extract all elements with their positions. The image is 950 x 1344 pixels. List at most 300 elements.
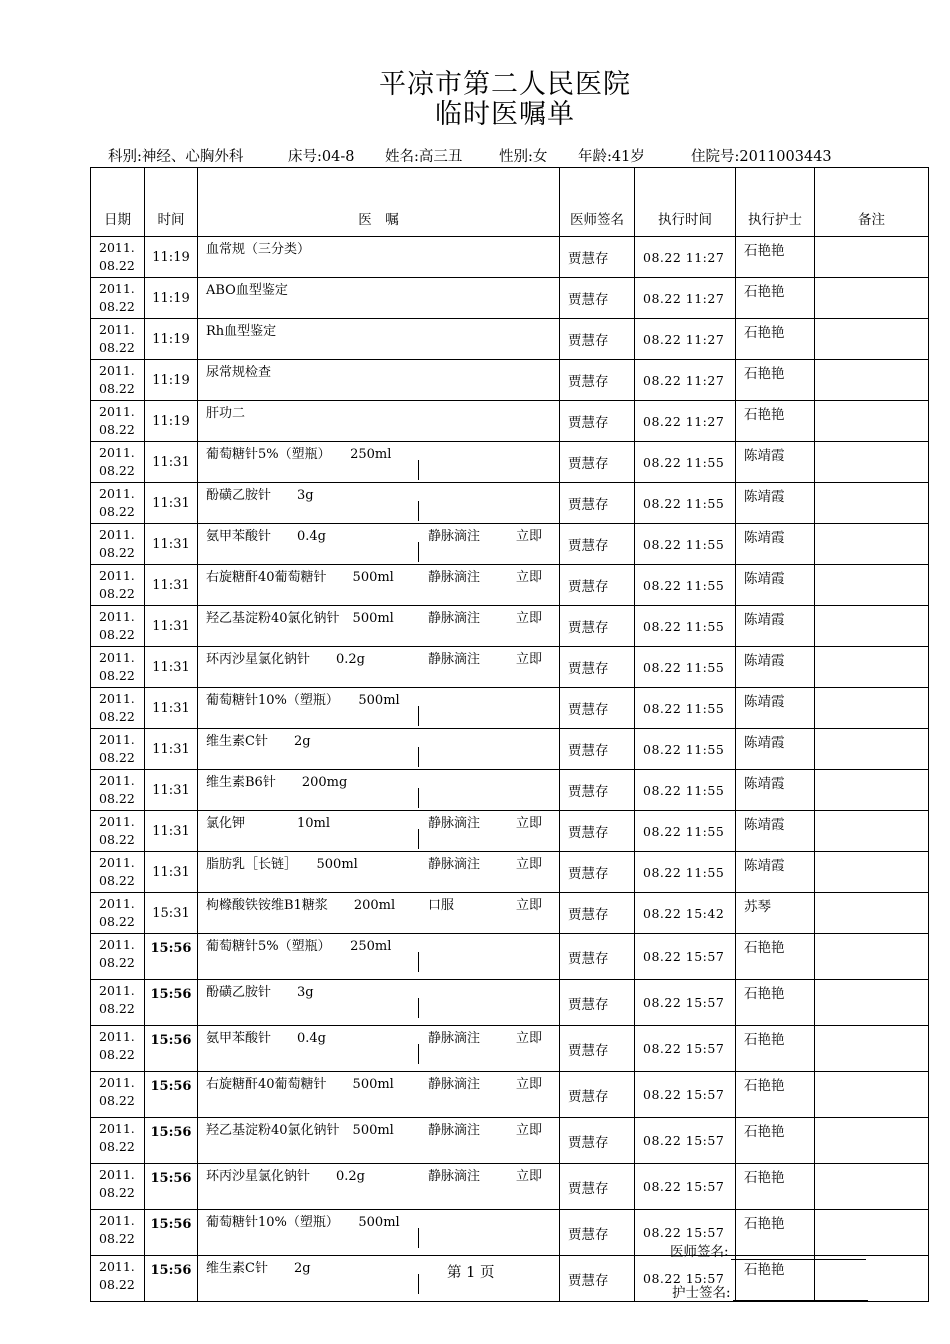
row-order xyxy=(198,237,560,278)
row-doctor: 贾慧存 xyxy=(560,893,635,934)
row-order-text: 枸橼酸铁铵维B1糖浆 200ml xyxy=(206,898,396,913)
header-doctor: 医师签名 xyxy=(560,168,635,237)
row-route: 静脉滴注 xyxy=(428,529,481,544)
row-exec-time: 08.22 11:27 xyxy=(635,401,736,442)
header-time: 时间 xyxy=(145,168,198,237)
row-nurse: 石艳艳 xyxy=(736,360,815,401)
row-date xyxy=(91,852,145,893)
row-time: 11:31 xyxy=(145,483,198,524)
row-order xyxy=(198,401,560,442)
row-nurse: 陈靖霞 xyxy=(736,483,815,524)
row-order-text: 维生素B6针 200mg xyxy=(206,775,348,790)
patient-bed: 床号:04-8 xyxy=(288,149,355,165)
table-row xyxy=(91,852,929,893)
row-date xyxy=(91,647,145,688)
row-exec-time: 08.22 11:27 xyxy=(635,360,736,401)
row-date-year: 2011. xyxy=(99,281,135,296)
row-date-year: 2011. xyxy=(99,527,135,542)
row-order xyxy=(198,934,560,980)
orders-table xyxy=(90,167,929,1302)
row-order-text: 酚磺乙胺针 3g xyxy=(206,488,314,503)
row-note xyxy=(815,360,929,401)
row-nurse: 石艳艳 xyxy=(736,1026,815,1072)
row-exec-time: 08.22 11:27 xyxy=(635,237,736,278)
row-nurse: 陈靖霞 xyxy=(736,565,815,606)
row-date xyxy=(91,401,145,442)
header-exec-time: 执行时间 xyxy=(635,168,736,237)
row-date-year: 2011. xyxy=(99,1029,135,1044)
row-note xyxy=(815,606,929,647)
row-exec-time: 08.22 15:57 xyxy=(635,1210,736,1256)
group-divider xyxy=(418,460,419,480)
row-doctor: 贾慧存 xyxy=(560,1164,635,1210)
row-time: 11:31 xyxy=(145,729,198,770)
row-date-day: 08.22 xyxy=(99,258,135,273)
row-order-text: 维生素C针 2g xyxy=(206,734,311,749)
row-order xyxy=(198,1072,560,1118)
row-date-year: 2011. xyxy=(99,322,135,337)
row-note xyxy=(815,688,929,729)
row-order xyxy=(198,688,560,729)
row-date-day: 08.22 xyxy=(99,873,135,888)
row-nurse: 陈靖霞 xyxy=(736,770,815,811)
row-frequency: 立即 xyxy=(516,1123,543,1138)
row-note xyxy=(815,811,929,852)
row-time: 11:19 xyxy=(145,278,198,319)
row-note xyxy=(815,565,929,606)
row-nurse: 石艳艳 xyxy=(736,980,815,1026)
row-frequency: 立即 xyxy=(516,898,543,913)
patient-sex: 性别:女 xyxy=(499,149,548,165)
row-exec-time: 08.22 11:55 xyxy=(635,524,736,565)
row-date-year: 2011. xyxy=(99,486,135,501)
page-number: 第 1 页 xyxy=(447,1265,495,1281)
table-row xyxy=(91,401,929,442)
row-order-text: 维生素C针 2g xyxy=(206,1261,311,1276)
row-order xyxy=(198,893,560,934)
row-date-year: 2011. xyxy=(99,445,135,460)
table-row xyxy=(91,237,929,278)
row-doctor: 贾慧存 xyxy=(560,606,635,647)
table-row xyxy=(91,524,929,565)
row-note xyxy=(815,893,929,934)
row-nurse: 陈靖霞 xyxy=(736,688,815,729)
row-date-day: 08.22 xyxy=(99,545,135,560)
doctor-signature-label: 医师签名: xyxy=(670,1244,729,1260)
group-divider xyxy=(418,829,419,849)
row-order-text: 环丙沙星氯化钠针 0.2g xyxy=(206,1169,365,1184)
table-row xyxy=(91,980,929,1026)
row-nurse: 石艳艳 xyxy=(736,1256,815,1302)
row-order xyxy=(198,647,560,688)
row-date-day: 08.22 xyxy=(99,299,135,314)
doctor-signature xyxy=(670,1240,866,1260)
row-doctor: 贾慧存 xyxy=(560,980,635,1026)
row-date xyxy=(91,1118,145,1164)
patient-name: 姓名:高三丑 xyxy=(385,149,463,165)
row-date xyxy=(91,1072,145,1118)
row-route: 口服 xyxy=(428,898,455,913)
row-date xyxy=(91,237,145,278)
row-date-day: 08.22 xyxy=(99,1277,135,1292)
row-route: 静脉滴注 xyxy=(428,1031,481,1046)
row-route: 静脉滴注 xyxy=(428,611,481,626)
row-date xyxy=(91,1210,145,1256)
row-date-year: 2011. xyxy=(99,691,135,706)
document-title: 临时医嘱单 xyxy=(435,99,575,130)
row-route: 静脉滴注 xyxy=(428,1169,481,1184)
row-order xyxy=(198,524,560,565)
row-order-text: ABO血型鉴定 xyxy=(206,283,288,298)
row-nurse: 石艳艳 xyxy=(736,1210,815,1256)
group-divider xyxy=(418,542,419,562)
row-exec-time: 08.22 11:55 xyxy=(635,852,736,893)
row-time: 15:56 xyxy=(145,1256,198,1302)
row-exec-time: 08.22 11:55 xyxy=(635,483,736,524)
row-time: 11:31 xyxy=(145,852,198,893)
group-divider xyxy=(418,1274,419,1294)
row-doctor: 贾慧存 xyxy=(560,401,635,442)
row-time: 15:56 xyxy=(145,980,198,1026)
row-frequency: 立即 xyxy=(516,857,543,872)
row-order xyxy=(198,1164,560,1210)
row-nurse: 陈靖霞 xyxy=(736,852,815,893)
row-date-year: 2011. xyxy=(99,1075,135,1090)
row-date-day: 08.22 xyxy=(99,832,135,847)
row-exec-time: 08.22 15:57 xyxy=(635,1072,736,1118)
patient-age: 年龄:41岁 xyxy=(578,149,645,165)
row-date-year: 2011. xyxy=(99,609,135,624)
row-exec-time: 08.22 11:55 xyxy=(635,606,736,647)
row-date xyxy=(91,278,145,319)
group-divider xyxy=(418,952,419,972)
row-order-text: 葡萄糖针10%（塑瓶） 500ml xyxy=(206,693,400,708)
row-order xyxy=(198,565,560,606)
table-row xyxy=(91,1026,929,1072)
row-doctor: 贾慧存 xyxy=(560,1072,635,1118)
row-date-year: 2011. xyxy=(99,404,135,419)
row-date xyxy=(91,688,145,729)
row-frequency: 立即 xyxy=(516,816,543,831)
row-time: 11:31 xyxy=(145,442,198,483)
row-note xyxy=(815,770,929,811)
row-order-text: 羟乙基淀粉40氯化钠针 500ml xyxy=(206,1123,394,1138)
row-doctor: 贾慧存 xyxy=(560,1026,635,1072)
row-exec-time: 08.22 15:57 xyxy=(635,1026,736,1072)
row-date-day: 08.22 xyxy=(99,750,135,765)
row-frequency: 立即 xyxy=(516,1169,543,1184)
row-date-day: 08.22 xyxy=(99,1047,135,1062)
row-date-day: 08.22 xyxy=(99,586,135,601)
row-order-text: 血常规（三分类） xyxy=(206,242,311,257)
row-date xyxy=(91,1026,145,1072)
row-date xyxy=(91,811,145,852)
row-date-year: 2011. xyxy=(99,814,135,829)
row-date-day: 08.22 xyxy=(99,504,135,519)
row-note xyxy=(815,483,929,524)
table-row xyxy=(91,893,929,934)
row-time: 11:31 xyxy=(145,647,198,688)
row-route: 静脉滴注 xyxy=(428,816,481,831)
row-date xyxy=(91,606,145,647)
row-date-year: 2011. xyxy=(99,773,135,788)
row-note xyxy=(815,647,929,688)
row-order xyxy=(198,1210,560,1256)
row-order xyxy=(198,442,560,483)
row-date-year: 2011. xyxy=(99,363,135,378)
row-time: 15:56 xyxy=(145,1026,198,1072)
table-row xyxy=(91,278,929,319)
row-exec-time: 08.22 15:57 xyxy=(635,980,736,1026)
row-time: 15:56 xyxy=(145,934,198,980)
admission-number: 住院号:2011003443 xyxy=(691,149,832,165)
row-nurse: 石艳艳 xyxy=(736,319,815,360)
table-row xyxy=(91,688,929,729)
row-exec-time: 08.22 15:57 xyxy=(635,1118,736,1164)
row-nurse: 石艳艳 xyxy=(736,934,815,980)
row-doctor: 贾慧存 xyxy=(560,811,635,852)
row-time: 15:56 xyxy=(145,1164,198,1210)
row-time: 11:19 xyxy=(145,360,198,401)
row-doctor: 贾慧存 xyxy=(560,852,635,893)
row-note xyxy=(815,1026,929,1072)
row-route: 静脉滴注 xyxy=(428,1123,481,1138)
row-date-year: 2011. xyxy=(99,937,135,952)
table-row xyxy=(91,934,929,980)
row-date xyxy=(91,360,145,401)
row-route: 静脉滴注 xyxy=(428,857,481,872)
row-order-text: 葡萄糖针5%（塑瓶） 250ml xyxy=(206,939,392,954)
row-exec-time: 08.22 11:55 xyxy=(635,811,736,852)
row-time: 11:31 xyxy=(145,770,198,811)
row-nurse: 陈靖霞 xyxy=(736,524,815,565)
row-order xyxy=(198,729,560,770)
row-order xyxy=(198,1026,560,1072)
row-time: 11:19 xyxy=(145,401,198,442)
group-divider xyxy=(418,1044,419,1064)
row-time: 15:56 xyxy=(145,1118,198,1164)
row-time: 15:56 xyxy=(145,1072,198,1118)
table-header-row xyxy=(91,168,929,237)
row-date xyxy=(91,770,145,811)
row-nurse: 石艳艳 xyxy=(736,237,815,278)
table-row xyxy=(91,1164,929,1210)
row-note xyxy=(815,524,929,565)
table-row xyxy=(91,319,929,360)
row-order-text: 氯化钾 10ml xyxy=(206,816,331,831)
row-date-year: 2011. xyxy=(99,1213,135,1228)
row-note xyxy=(815,442,929,483)
row-nurse: 石艳艳 xyxy=(736,1118,815,1164)
row-doctor: 贾慧存 xyxy=(560,237,635,278)
row-order xyxy=(198,1256,560,1302)
row-note xyxy=(815,319,929,360)
row-order-text: 脂肪乳［长链］ 500ml xyxy=(206,857,358,872)
row-note xyxy=(815,237,929,278)
row-doctor: 贾慧存 xyxy=(560,1256,635,1302)
table-row xyxy=(91,647,929,688)
table-row xyxy=(91,360,929,401)
row-date xyxy=(91,442,145,483)
row-doctor: 贾慧存 xyxy=(560,647,635,688)
row-nurse: 石艳艳 xyxy=(736,401,815,442)
row-date-day: 08.22 xyxy=(99,791,135,806)
row-doctor: 贾慧存 xyxy=(560,1210,635,1256)
row-date xyxy=(91,980,145,1026)
header-nurse: 执行护士 xyxy=(736,168,815,237)
row-order-text: 右旋糖酐40葡萄糖针 500ml xyxy=(206,570,394,585)
row-date-day: 08.22 xyxy=(99,381,135,396)
row-date-year: 2011. xyxy=(99,732,135,747)
table-row xyxy=(91,442,929,483)
table-row xyxy=(91,606,929,647)
doctor-signature-line[interactable] xyxy=(731,1245,866,1260)
row-date xyxy=(91,565,145,606)
table-row xyxy=(91,729,929,770)
header-note: 备注 xyxy=(815,168,929,237)
row-order-text: 环丙沙星氯化钠针 0.2g xyxy=(206,652,365,667)
row-order-text: 葡萄糖针5%（塑瓶） 250ml xyxy=(206,447,392,462)
row-order-text: Rh血型鉴定 xyxy=(206,324,277,339)
row-nurse: 陈靖霞 xyxy=(736,606,815,647)
row-doctor: 贾慧存 xyxy=(560,524,635,565)
row-route: 静脉滴注 xyxy=(428,1077,481,1092)
row-doctor: 贾慧存 xyxy=(560,688,635,729)
row-doctor: 贾慧存 xyxy=(560,442,635,483)
row-date-day: 08.22 xyxy=(99,955,135,970)
row-date xyxy=(91,524,145,565)
row-time: 11:19 xyxy=(145,237,198,278)
row-exec-time: 08.22 15:57 xyxy=(635,1256,736,1302)
header-date: 日期 xyxy=(91,168,145,237)
row-note xyxy=(815,934,929,980)
row-doctor: 贾慧存 xyxy=(560,483,635,524)
row-frequency: 立即 xyxy=(516,611,543,626)
row-time: 11:31 xyxy=(145,811,198,852)
row-exec-time: 08.22 11:27 xyxy=(635,319,736,360)
nurse-signature-line[interactable] xyxy=(733,1286,868,1301)
row-order-text: 右旋糖酐40葡萄糖针 500ml xyxy=(206,1077,394,1092)
row-nurse: 石艳艳 xyxy=(736,1164,815,1210)
row-frequency: 立即 xyxy=(516,1031,543,1046)
row-date-year: 2011. xyxy=(99,855,135,870)
group-divider xyxy=(418,1228,419,1248)
row-exec-time: 08.22 15:57 xyxy=(635,1164,736,1210)
row-date-day: 08.22 xyxy=(99,463,135,478)
table-row xyxy=(91,811,929,852)
table-row xyxy=(91,565,929,606)
row-note xyxy=(815,852,929,893)
table-row xyxy=(91,1118,929,1164)
row-doctor: 贾慧存 xyxy=(560,565,635,606)
row-order-text: 氨甲苯酸针 0.4g xyxy=(206,1031,326,1046)
row-doctor: 贾慧存 xyxy=(560,729,635,770)
row-note xyxy=(815,1164,929,1210)
row-order xyxy=(198,319,560,360)
row-date-year: 2011. xyxy=(99,240,135,255)
row-doctor: 贾慧存 xyxy=(560,1118,635,1164)
row-date-year: 2011. xyxy=(99,568,135,583)
row-nurse: 陈靖霞 xyxy=(736,647,815,688)
row-exec-time: 08.22 11:55 xyxy=(635,565,736,606)
table-row xyxy=(91,1072,929,1118)
row-note xyxy=(815,729,929,770)
row-exec-time: 08.22 15:57 xyxy=(635,934,736,980)
row-date-year: 2011. xyxy=(99,983,135,998)
row-note xyxy=(815,1118,929,1164)
row-date-year: 2011. xyxy=(99,1167,135,1182)
row-order xyxy=(198,1118,560,1164)
row-nurse: 陈靖霞 xyxy=(736,811,815,852)
row-frequency: 立即 xyxy=(516,529,543,544)
row-time: 15:56 xyxy=(145,1210,198,1256)
row-date-day: 08.22 xyxy=(99,422,135,437)
row-order xyxy=(198,278,560,319)
row-time: 11:31 xyxy=(145,524,198,565)
row-date-day: 08.22 xyxy=(99,1001,135,1016)
row-doctor: 贾慧存 xyxy=(560,934,635,980)
row-order-text: 葡萄糖针10%（塑瓶） 500ml xyxy=(206,1215,400,1230)
row-date xyxy=(91,1256,145,1302)
row-date-day: 08.22 xyxy=(99,668,135,683)
row-exec-time: 08.22 11:55 xyxy=(635,770,736,811)
row-order xyxy=(198,980,560,1026)
row-order xyxy=(198,606,560,647)
row-exec-time: 08.22 15:42 xyxy=(635,893,736,934)
header-order: 医 嘱 xyxy=(198,168,560,237)
row-date xyxy=(91,729,145,770)
row-order xyxy=(198,811,560,852)
row-doctor: 贾慧存 xyxy=(560,319,635,360)
row-time: 11:31 xyxy=(145,565,198,606)
row-order xyxy=(198,852,560,893)
patient-department: 科别:神经、心胸外科 xyxy=(108,149,244,165)
row-note xyxy=(815,1072,929,1118)
group-divider xyxy=(418,747,419,767)
row-exec-time: 08.22 11:55 xyxy=(635,647,736,688)
row-date-day: 08.22 xyxy=(99,627,135,642)
row-date-year: 2011. xyxy=(99,896,135,911)
row-date xyxy=(91,934,145,980)
row-doctor: 贾慧存 xyxy=(560,278,635,319)
row-frequency: 立即 xyxy=(516,570,543,585)
row-order-text: 肝功二 xyxy=(206,406,246,421)
row-exec-time: 08.22 11:55 xyxy=(635,442,736,483)
row-exec-time: 08.22 11:55 xyxy=(635,729,736,770)
row-exec-time: 08.22 11:55 xyxy=(635,688,736,729)
table-body xyxy=(91,237,929,1302)
row-time: 11:31 xyxy=(145,688,198,729)
row-date xyxy=(91,893,145,934)
row-order-text: 氨甲苯酸针 0.4g xyxy=(206,529,326,544)
row-frequency: 立即 xyxy=(516,1077,543,1092)
row-date-day: 08.22 xyxy=(99,914,135,929)
row-date-day: 08.22 xyxy=(99,709,135,724)
row-route: 静脉滴注 xyxy=(428,570,481,585)
row-date xyxy=(91,1164,145,1210)
group-divider xyxy=(418,706,419,726)
group-divider xyxy=(418,998,419,1018)
row-date-year: 2011. xyxy=(99,1259,135,1274)
nurse-signature-label: 护士签名: xyxy=(672,1285,731,1301)
row-route: 静脉滴注 xyxy=(428,652,481,667)
row-date-day: 08.22 xyxy=(99,1185,135,1200)
row-nurse: 苏琴 xyxy=(736,893,815,934)
row-frequency: 立即 xyxy=(516,652,543,667)
row-time: 11:31 xyxy=(145,606,198,647)
table-row xyxy=(91,483,929,524)
row-note xyxy=(815,980,929,1026)
